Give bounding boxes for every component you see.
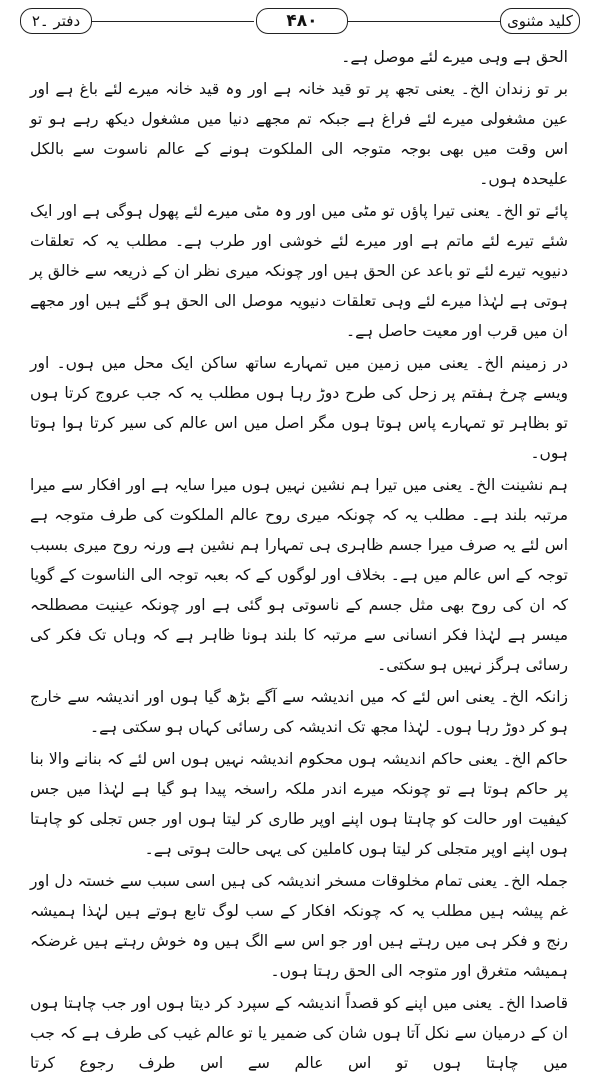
paragraph: ہم نشینت الخ۔ یعنی میں تیرا ہم نشین نہیں ہوں میرا سایہ ہے اور افکار سے میرا مرتبہ بلند ہے۔ مطلب یہ کہ چونکہ میری روح عالم الملکوت کی طرف متوجہ ہے اس لئے یہ صرف میرا جسم ظاہری ہی تمہارا ہم نشین ہے ورنہ روح میری بسبب توجہ کے اس عالم میں ہے۔ بخلاف اور لوگوں کے کہ بعبہ توجہ الی الناسوت کے گویا کہ ان کی روح بھی مثل جسم کے ناسوتی ہو گئی ہے اور چونکہ عینیت مصطلحہ میسر ہے لہٰذا فکر انسانی سے مرتبہ کا بلند ہونا ظاہر ہے کہ وہاں تک فکر کی رسائی ہرگز نہیں ہو سکتی۔ [30, 476, 568, 674]
paragraph: قاصدا الخ۔ یعنی میں اپنے کو قصداً اندیشہ کے سپرد کر دیتا ہوں اور جب چاہتا ہوں ان کے درمیان سے نکل آتا ہوں شان کی ضمیر یا تو عالم غیب کی طرف ہے کہ جب میں چاہتا ہوں تو اس عالم سے اس طرف رجوع کرتا [30, 994, 568, 1072]
page-body [30, 42, 568, 1080]
paragraph: جملہ الخ۔ یعنی تمام مخلوقات مسخر اندیشہ کی ہیں اسی سبب سے خستہ دل اور غم پیشہ ہیں مطلب یہ کہ چونکہ افکار کے سب لوگ تابع ہوتے ہیں لہٰذا ہمیشہ رنج و فکر ہی میں رہتے ہیں اور جو اس سے الگ ہیں وہ خوش رہتے ہیں غرضکہ ہمیشہ متغرق اور متوجہ الی الحق رہتا ہوں۔ [30, 872, 568, 980]
paragraph: بر تو زندان الخ۔ یعنی تجھ پر تو قید خانہ ہے اور وہ قید خانہ میرے لئے باغ ہے اور عین مشغولی میرے لئے فراغ ہے جبکہ تم مجھے دنیا میں مشغول دیکھ رہے ہو تو اس وقت میں بھی بوجہ متوجہ الی الملکوت ہونے کے عالم ناسوت سے بالکل علیحدہ ہوں۔ [30, 80, 568, 188]
book-title: کلید مثنوی [500, 8, 580, 34]
paragraph: الحق ہے وہی میرے لئے موصل ہے۔ [341, 48, 568, 66]
paragraph: حاکم الخ۔ یعنی حاکم اندیشہ ہوں محکوم اندیشہ نہیں ہوں اس لئے کہ بنانے والا بنا پر حاکم ہوتا ہے تو چونکہ میرے اندر ملکہ راسخہ پیدا ہو گیا ہے لہٰذا میں جس کیفیت اور حالت کو چاہتا ہوں اپنے اوپر طاری کر لیتا ہوں اور جس تجلی کو چاہتا ہوں اپنے اوپر متجلی کر لیتا ہوں کاملین کی یہی حالت ہوتی ہے۔ [30, 750, 568, 858]
page-number: ۴۸۰ [256, 8, 348, 34]
header-rule-left [92, 21, 254, 22]
paragraph: زانکہ الخ۔ یعنی اس لئے کہ میں اندیشہ سے آگے بڑھ گیا ہوں اور اندیشہ سے خارج ہو کر دوڑ رہا ہوں۔ لہٰذا مجھ تک اندیشہ کی رسائی کہاں ہو سکتی ہے۔ [30, 688, 568, 736]
volume-label: دفتر ۔۲ [20, 8, 92, 34]
paragraph: در زمینم الخ۔ یعنی میں زمین میں تمہارے ساتھ ساکن ایک محل میں ہوں۔ اور ویسے چرخ ہفتم پر زحل کی طرح دوڑ رہا ہوں مطلب یہ کہ جب عروج کرتا ہوں تو بظاہر تو تمہارے پاس ہوتا ہوں مگر اصل میں اس عالم کی سیر کرتا ہوا ہوتا ہوں۔ [30, 354, 568, 462]
page-header [20, 8, 580, 34]
header-rule-right [348, 21, 500, 22]
paragraph: پائے تو الخ۔ یعنی تیرا پاؤں تو مٹی میں اور وہ مٹی میرے لئے پھول ہوگی ہے اور ایک شئے تیرے لئے ماتم ہے اور میرے لئے خوشی اور طرب ہے۔ مطلب یہ کہ تعلقات دنیویہ تیرے لئے تو باعد عن الحق ہیں اور چونکہ میری نظر ان کے ذریعہ سے خالق پر ہوتی ہے لہٰذا میرے لئے وہی تعلقات دنیویہ موصل الی الحق ہو گئے ہیں اور مجھے ان میں قرب اور معیت حاصل ہے۔ [30, 202, 568, 340]
